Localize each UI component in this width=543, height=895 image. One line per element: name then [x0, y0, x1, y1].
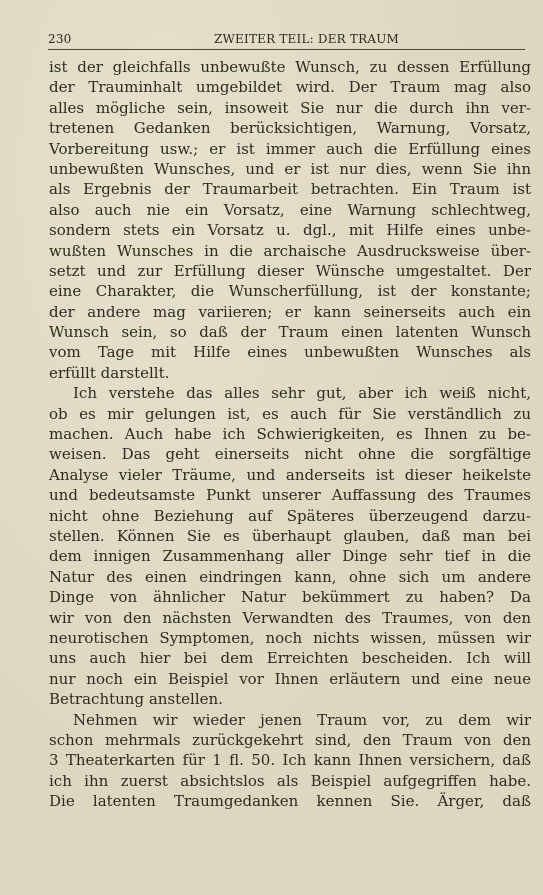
body-text [49, 57, 531, 811]
text-line: stellen. Können Sie es überhaupt glauben, daß man bei [49, 526, 531, 545]
text-line: setzt und zur Erfüllung dieser Wünsche umgestaltet. Der [49, 261, 531, 280]
text-line: weisen. Das geht einerseits nicht ohne die sorgfältige [49, 445, 531, 464]
text-line: Analyse vieler Träume, und anderseits ist dieser heikelste [49, 465, 531, 484]
text-line: also auch nie ein Vorsatz, eine Warnung schlechtweg, [49, 200, 531, 219]
text-line: alles mögliche sein, insoweit Sie nur die durch ihn ver- [49, 98, 531, 117]
text-line: der andere mag variieren; er kann seinerseits auch ein [49, 302, 531, 321]
text-line: neurotischen Symptomen, noch nichts wissen, müssen wir [49, 628, 531, 647]
page-number: 230 [48, 32, 72, 46]
text-line: Dinge von ähnlicher Natur bekümmert zu haben? Da [49, 588, 531, 607]
text-line: nur noch ein Beispiel vor Ihnen erläutern und eine neue [49, 669, 531, 688]
text-line: Nehmen wir wieder jenen Traum vor, zu dem wir [73, 710, 531, 729]
text-line: vom Tage mit Hilfe eines unbewußten Wunsches als [49, 343, 531, 362]
text-line: nicht ohne Beziehung auf Späteres überzeugend darzu- [49, 506, 531, 525]
text-line: Natur des einen eindringen kann, ohne sich um andere [49, 567, 531, 586]
text-line: Betrachtung anstellen. [49, 690, 223, 709]
text-line: und bedeutsamste Punkt unserer Auffassung des Traumes [49, 486, 531, 505]
text-line: 3 Theaterkarten für 1 fl. 50. Ich kann Ihnen versichern, daß [49, 751, 531, 770]
text-line: wir von den nächsten Verwandten des Traumes, von den [49, 608, 531, 627]
text-line: der Trauminhalt umgebildet wird. Der Traum mag also [49, 78, 531, 97]
text-line: Vorbereitung usw.; er ist immer auch die Erfüllung eines [49, 139, 531, 158]
running-head-title: ZWEITER TEIL: DER TRAUM [213, 32, 400, 46]
text-line: Die latenten Traumgedanken kennen Sie. Ärger, daß [49, 792, 531, 811]
running-head [48, 31, 525, 50]
text-line: ist der gleichfalls unbewußte Wunsch, zu dessen Erfüllung [49, 58, 531, 76]
text-line: schon mehrmals zurückgekehrt sind, den Traum von den [49, 730, 531, 749]
text-line: uns auch hier bei dem Erreichten bescheiden. Ich will [49, 649, 531, 668]
text-line: sondern stets ein Vorsatz u. dgl., mit Hilfe eines unbe- [49, 221, 531, 240]
text-line: ich ihn zuerst absichtslos als Beispiel aufgegriffen habe. [49, 771, 531, 790]
text-line: erfüllt darstellt. [49, 363, 170, 382]
text-line: Wunsch sein, so daß der Traum einen latenten Wunsch [49, 323, 531, 342]
text-line: wußten Wunsches in die archaische Ausdrucksweise über- [49, 241, 531, 260]
text-line: dem innigen Zusammenhang aller Dinge sehr tief in die [49, 547, 531, 566]
text-line: machen. Auch habe ich Schwierigkeiten, es Ihnen zu be- [49, 425, 531, 444]
text-line: tretenen Gedanken berücksichtigen, Warnung, Vorsatz, [49, 119, 531, 138]
text-line: Ich verstehe das alles sehr gut, aber ich weiß nicht, [73, 384, 531, 403]
text-line: eine Charakter, die Wunscherfüllung, ist der konstante; [49, 282, 531, 301]
text-line: ob es mir gelungen ist, es auch für Sie verständlich zu [49, 404, 531, 423]
text-line: als Ergebnis der Traumarbeit betrachten. Ein Traum ist [49, 180, 531, 199]
text-line: unbewußten Wunsches, und er ist nur dies, wenn Sie ihn [49, 159, 531, 178]
